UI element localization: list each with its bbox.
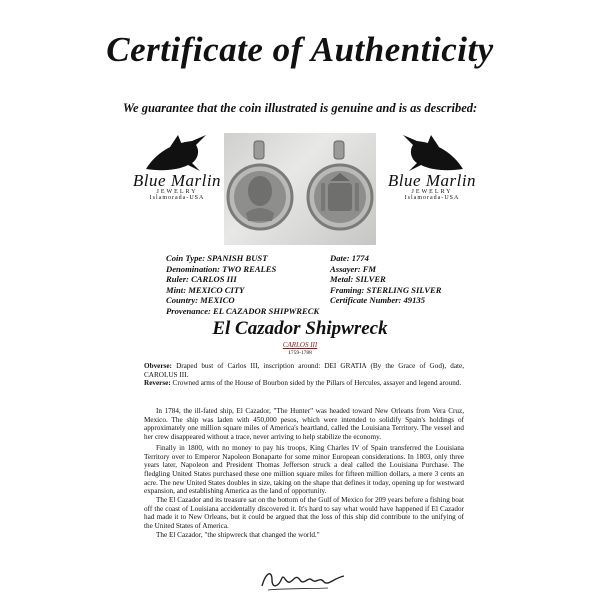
coin-specs-right [330,253,441,306]
reverse-text: Crowned arms of the House of Bourbon sided by the Pillars of Hercules, assayer and legend around. [172,379,462,388]
logo-jewelry: JEWELRY [156,189,198,195]
logo-location: Islamorada-USA [404,195,460,201]
ruler-link[interactable]: CARLOS III [282,341,318,349]
spec-coin-type: Coin Type: SPANISH BUST [166,253,268,263]
spec-ruler: Ruler: CARLOS III [166,274,237,285]
history-paragraph: The El Cazador, "the shipwreck that changed the world." [156,530,320,539]
spec-certificate-number: Certificate Number: 49135 [330,295,425,306]
spec-country: Country: MEXICO [166,295,235,306]
coin-description [144,362,464,388]
history-paragraph: The El Cazador and its treasure sat on the bottom of the Gulf of Mexico for 209 years before a fishing boat off the coast of Louisiana accidentally discovered it. It's hard to say what would have happened if El Cazador had made it to New Orleans, but it could be argued that the loss of this ship did contribute to the unifying of the United States of America. [144,496,464,531]
history-paragraph: Finally in 1800, with no money to pay his troops, King Charles IV of Spain transferred the Louisiana Territory over to Emperor Napoleon Bonaparte for some minor European considerations. In 1803, only three years later, Napoleon and President Thomas Jefferson struck a deal called the Louisiana Purchase. The fledgling United States purchased these one million square miles for fifteen million dollars, a mere 3 cents an acre. The new United States doubles in size, taking on the shape that defines it today, opening up for westward expansion, and establishing America as the land of opportunity. [144,443,464,496]
logo-jewelry: JEWELRY [411,189,453,195]
spec-provenance: Provenance: EL CAZADOR SHIPWRECK [166,306,320,316]
signature [258,566,348,599]
history-text [144,407,464,540]
obverse-label: Obverse: [144,362,172,370]
spec-mint: Mint: MEXICO CITY [166,284,245,295]
ruler-years: 1759-1788 [288,350,312,356]
certificate-title: Certificate of Authenticity [106,30,494,69]
spec-assayer: Assayer: FM [330,263,377,274]
reverse-label: Reverse: [144,379,171,388]
logo-brand: Blue Marlin [387,171,477,190]
blue-marlin-logo-right [362,133,502,201]
marlin-icon [142,133,212,175]
marlin-icon [397,133,467,175]
logo-brand: Blue Marlin [132,171,222,190]
coin-specs-left [166,253,276,306]
logo-location: Islamorada-USA [149,195,205,201]
spec-framing: Framing: STERLING SILVER [330,284,442,295]
obverse-text: Draped bust of Carlos III, inscription around: DEI GRATIA (By the Grace of God), date, CAROLUS III. [144,362,464,379]
spec-denomination: Denomination: TWO REALES [166,263,277,274]
shipwreck-title: El Cazador Shipwreck [212,318,388,339]
guarantee-subtitle: We guarantee that the coin illustrated is genuine and is as described: [122,101,478,115]
spec-date: Date: 1774 [330,253,369,263]
coin-pendant-photo [224,133,376,245]
history-paragraph: In 1784, the ill-fated ship, El Cazador, "The Hunter" was headed toward New Orleans from Vera Cruz, Mexico. The ship was laden with 450,000 pesos, which were intended to solidify Spain's holdings of approximately one million square miles of America's heartland, called the Louisiana Territory. The vessel and her crew disappeared without a trace, never arriving to help stabilize the economy. [144,407,464,442]
obverse-coin-image [228,141,292,229]
spec-metal: Metal: SILVER [330,274,386,285]
